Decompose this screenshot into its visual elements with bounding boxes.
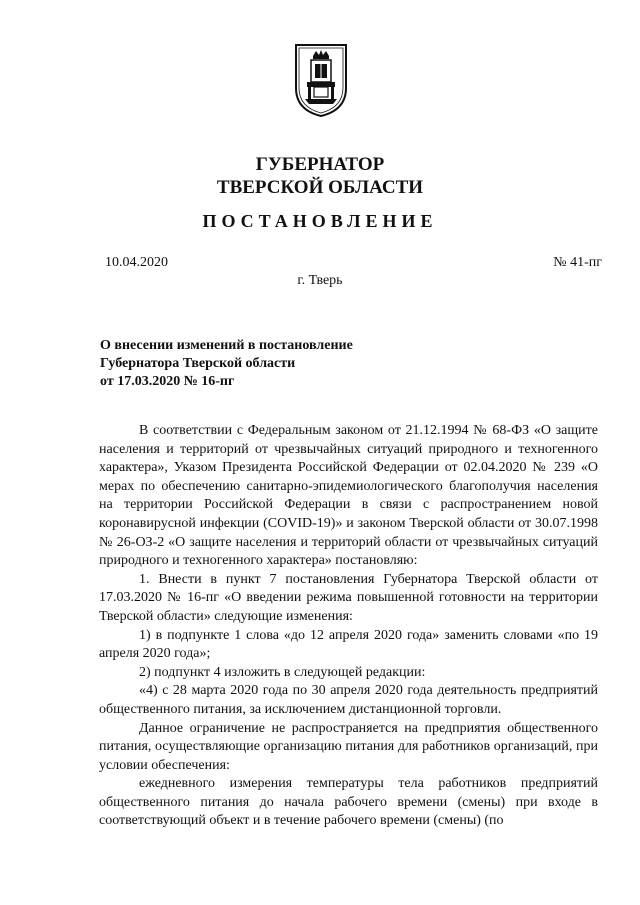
- subject-line: от 17.03.2020 № 16-пг: [100, 374, 235, 389]
- subject-line: О внесении изменений в постановление: [100, 338, 353, 353]
- document-type: ПОСТАНОВЛЕНИЕ: [202, 211, 438, 231]
- region-title: ТВЕРСКОЙ ОБЛАСТИ: [216, 177, 424, 198]
- document-body: [99, 422, 598, 831]
- governor-title: ГУБЕРНАТОР: [255, 154, 385, 175]
- body-paragraph: «4) с 28 марта 2020 года по 30 апреля 2020 года деятельность предприятий общественного питания, за исключением дистанционной торговли.: [99, 683, 598, 717]
- body-paragraph: В соответствии с Федеральным законом от 21.12.1994 № 68-ФЗ «О защите населения и территорий от чрезвычайных ситуаций природного и техногенного характера», Указом Президента Российской Федерации от 02.04.2020 № 239 «О мерах по обеспечению санитарно-эпидемиологического благополучия населения на территории Российской Федерации в связи с распространением новой коронавирусной инфекции (COVID-19)» и законом Тверской области от 30.07.1998 № 26-ОЗ-2 «О защите населения и территорий области от чрезвычайных ситуаций природного и техногенного характера» постановляю:: [99, 423, 598, 569]
- subject-line: Губернатора Тверской области: [100, 356, 296, 371]
- document-city: г. Тверь: [297, 273, 343, 288]
- document-date: 10.04.2020: [105, 255, 168, 270]
- body-paragraph: 1. Внести в пункт 7 постановления Губернатора Тверской области от 17.03.2020 № 16-пг «О введении режима повышенной готовности на территории Тверской области» следующие изменения:: [99, 571, 598, 624]
- body-paragraph: 1) в подпункте 1 слова «до 12 апреля 2020 года» заменить словами «по 19 апреля 2020 года»;: [99, 627, 598, 662]
- document-subject: [100, 337, 400, 391]
- body-paragraph: Данное ограничение не распространяется на предприятия общественного питания, осуществляющие организацию питания для работников организаций, при условии обеспечения:: [99, 720, 598, 773]
- tver-coat-of-arms-icon: [293, 42, 349, 118]
- document-number: № 41-пг: [553, 255, 602, 270]
- body-paragraph: ежедневного измерения температуры тела работников предприятий общественного питания до начала рабочего времени (смены) при входе в соответствующий объект и в течение рабочего времени (смены) (по: [99, 776, 598, 829]
- body-paragraph: 2) подпункт 4 изложить в следующей редакции:: [139, 664, 426, 680]
